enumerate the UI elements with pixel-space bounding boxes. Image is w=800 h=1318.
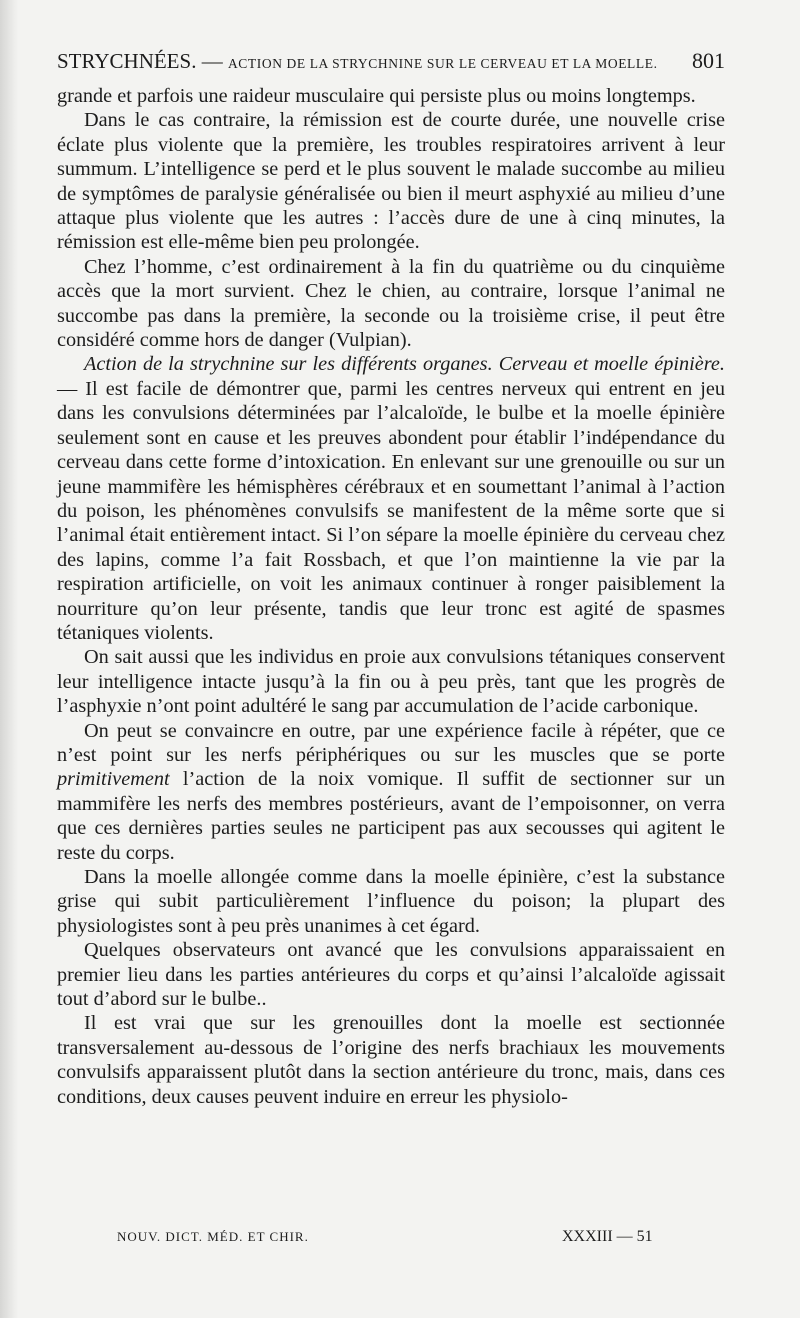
paragraph-8 xyxy=(57,938,725,1011)
paragraph-2 xyxy=(57,108,725,254)
header-title: STRYCHNÉES. xyxy=(57,49,197,73)
paragraph-7 xyxy=(57,865,725,938)
paragraph-7-text: Dans la moelle allongée comme dans la moelle épinière, c’est la substance grise qui subit particulièrement l’influence du poison; la plupart des physiologistes sont à peu près unanimes à cet égard. xyxy=(57,866,725,937)
paragraph-9 xyxy=(57,1011,725,1109)
paragraph-2-text: Dans le cas contraire, la rémission est de courte durée, une nouvelle crise éclate plus violente que la première, les troubles respiratoires arrivent à leur summum. L’intelligence se perd et le plus souvent le malade succombe au milieu de symptômes de paralysie généralisée ou bien il meurt asphyxié au milieu d’une attaque plus violente que les autres : l’accès dure de une à cinq minutes, la rémission est elle-même bien peu prolongée. xyxy=(57,109,725,254)
body-text xyxy=(57,84,725,1109)
paragraph-4-text: — Il est facile de démontrer que, parmi les centres nerveux qui entrent en jeu dans les convulsions déterminées par l’alcaloïde, le bulbe et la moelle épinière seulement sont en cause et les preuves abondent pour établir l’indépendance du cerveau dans cette forme d’intoxication. En enlevant sur une grenouille ou sur un jeune mammifère les hémisphères cérébraux et en soumettant l’animal à l’action du poison, les phénomènes convulsifs se manifestent de la même sorte que si l’animal était entièrement intact. Si l’on sépare la moelle épinière du cerveau chez des lapins, comme l’a fait Rossbach, et que l’on maintienne la vie par la respiration artificielle, on voit les animaux continuer à ronger paisiblement la nourriture qu’on leur présente, tandis que leur tronc est agité de spasmes tétaniques violents. xyxy=(57,377,725,644)
emphasis-primitivement: primitivement xyxy=(57,768,170,791)
section-heading-italic: Action de la strychnine sur les différents organes. Cerveau et moelle épinière. xyxy=(84,353,725,376)
running-header xyxy=(57,46,725,76)
page-gutter-shadow xyxy=(0,0,18,1318)
paragraph-5-text: On sait aussi que les individus en proie aux convulsions tétaniques conservent leur intelligence intacte jusqu’à la fin ou à peu près, tant que les progrès de l’asphyxie n’ont point adultéré le sang par accumulation de l’acide carbonique. xyxy=(57,646,725,718)
paragraph-1 xyxy=(57,84,725,108)
page-footer xyxy=(57,1226,725,1248)
paragraph-6 xyxy=(57,719,725,865)
paragraph-1-text: grande et parfois une raideur musculaire qui persiste plus ou moins longtemps. xyxy=(57,85,696,107)
paragraph-8-text: Quelques observateurs ont avancé que les convulsions apparaissaient en premier lieu dans les parties antérieures du corps et qu’ainsi l’alcaloïde agissait tout d’abord sur le bulbe.. xyxy=(57,939,725,1011)
paragraph-6-text-before: On peut se convaincre en outre, par une expérience facile à répéter, que ce n’est point sur les nerfs périphériques ou sur les muscles que se porte xyxy=(57,719,725,766)
footer-volume-sheet: XXXIII — 51 xyxy=(562,1228,653,1245)
paragraph-9-text: Il est vrai que sur les grenouilles dont la moelle est sectionnée transversalement au-dessous de l’origine des nerfs brachiaux les mouvements convulsifs apparaissent plutôt dans la section antérieure du tronc, mais, dans ces conditions, deux causes peuvent induire en erreur les physiolo- xyxy=(57,1012,725,1108)
page-number: 801 xyxy=(692,48,725,73)
header-dash: — xyxy=(196,49,228,73)
paragraph-4 xyxy=(57,352,725,645)
paragraph-5 xyxy=(57,645,725,718)
paragraph-3-text: Chez l’homme, c’est ordinairement à la fin du quatrième ou du cinquième accès que la mort survient. Chez le chien, au contraire, lorsque l’animal ne succombe pas dans la première, la seconde ou la troisième crise, il peut être considéré comme hors de danger (Vulpian). xyxy=(57,255,725,352)
paragraph-3 xyxy=(57,255,725,353)
paragraph-6-text-after: l’action de la noix vomique. Il suffit de sectionner sur un mammifère les nerfs des membres postérieurs, avant de l’empoisonner, on verra que ces dernières parties seules ne participent pas aux secousses qui agitent le reste du corps. xyxy=(57,768,725,864)
footer-signature: NOUV. DICT. MÉD. ET CHIR. xyxy=(117,1229,309,1244)
header-subtitle: ACTION DE LA STRYCHNINE SUR LE CERVEAU ET LA MOELLE. xyxy=(227,56,658,71)
header-left xyxy=(57,46,658,79)
